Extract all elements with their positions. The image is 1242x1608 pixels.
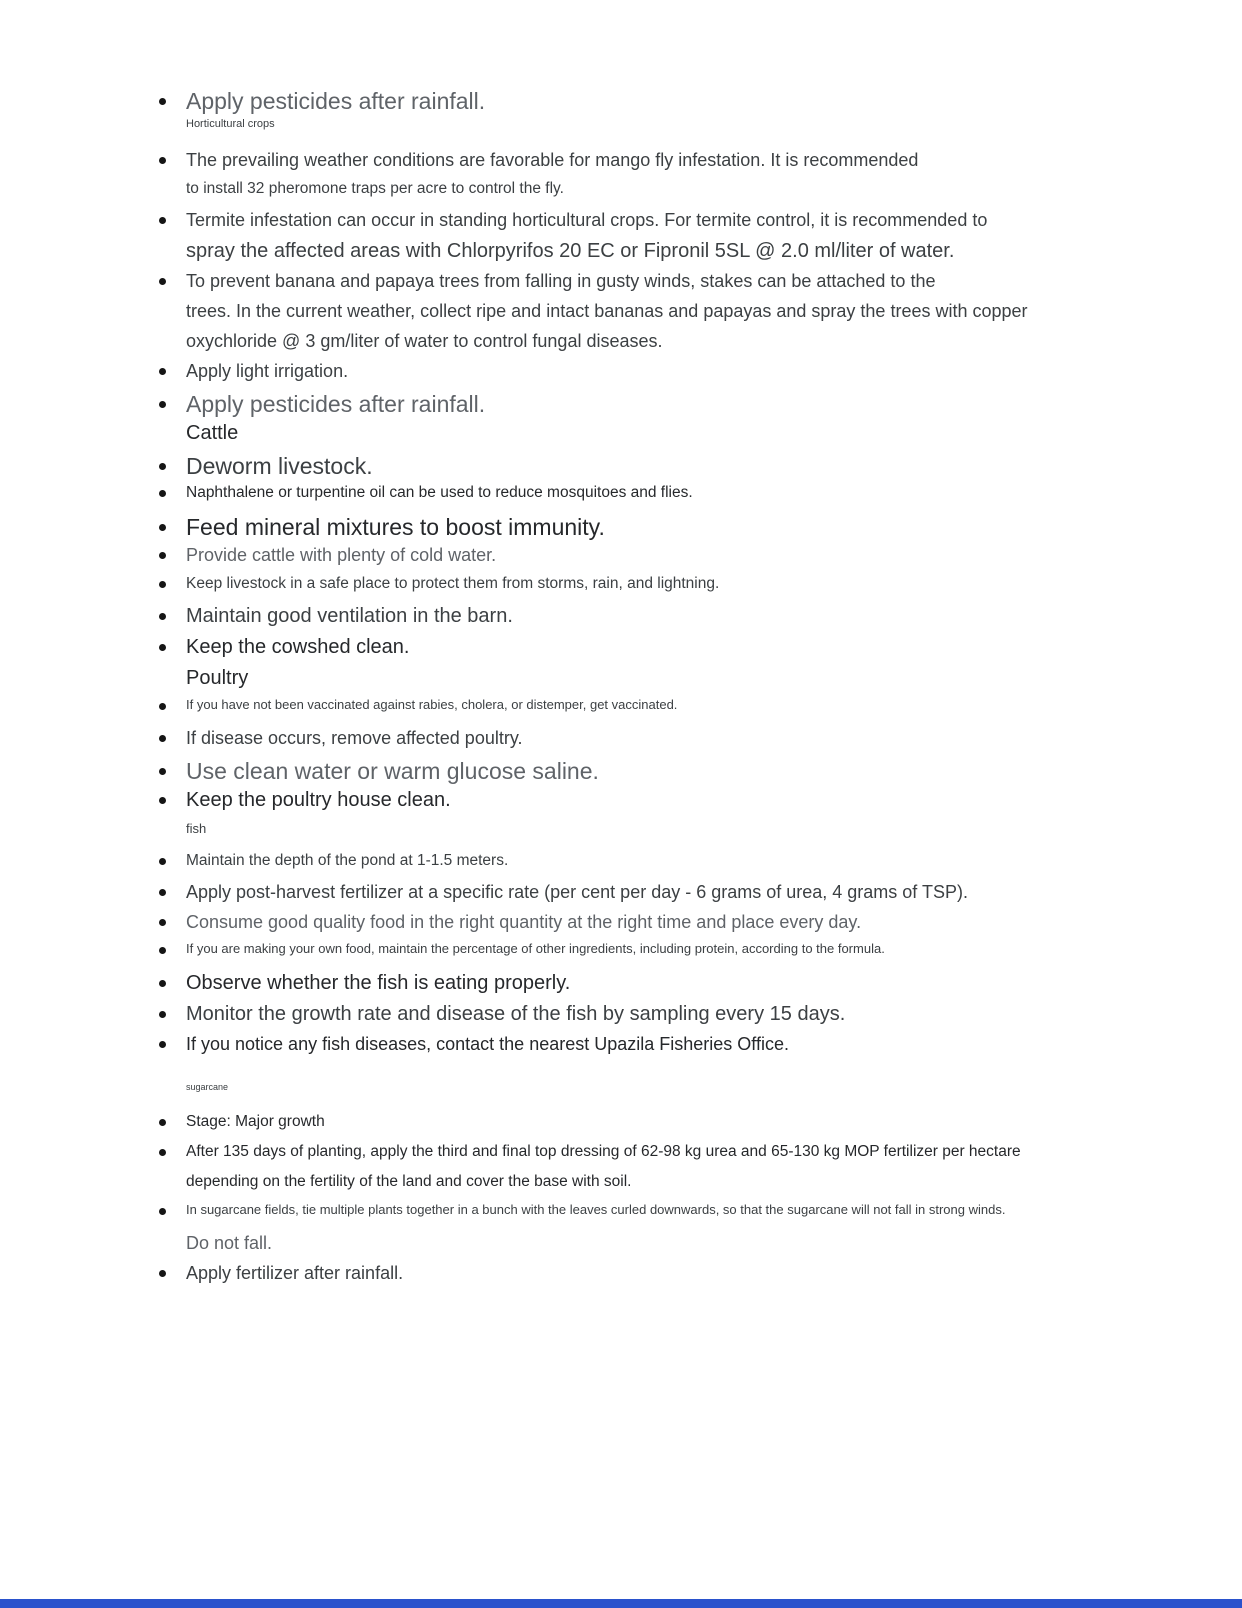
list-item — [152, 880, 1202, 905]
line-text: sugarcane — [186, 1082, 229, 1092]
line-text: The prevailing weather conditions are favorable for mango fly infestation. It is recommended — [186, 150, 919, 170]
line-text: If you are making your own food, maintain the percentage of other ingredients, including protein, according to the formula. — [186, 941, 885, 956]
continuation-line — [152, 1171, 1202, 1193]
list-item — [152, 1261, 1202, 1286]
list-item — [152, 359, 1202, 384]
list-item — [152, 603, 1202, 630]
list-item — [152, 696, 1202, 714]
bullet-icon — [152, 603, 186, 620]
bullet-icon — [152, 208, 186, 224]
bullet-icon — [152, 86, 186, 105]
line-text: After 135 days of planting, apply the third and final top dressing of 62-98 kg urea and 65-130 kg MOP fertilizer per hectare — [186, 1143, 1021, 1160]
line-text: Apply pesticides after rainfall. — [186, 88, 486, 114]
bullet-icon — [152, 1001, 186, 1018]
continuation-line — [152, 238, 1202, 265]
line-text: To prevent banana and papaya trees from falling in gusty winds, stakes can be attached to the — [186, 271, 936, 291]
line-text: Feed mineral mixtures to boost immunity. — [186, 514, 605, 540]
line-text: In sugarcane fields, tie multiple plants together in a bunch with the leaves curled downwards, so that the sugarcane will not fall in strong winds. — [186, 1202, 1006, 1217]
bullet-icon — [152, 880, 186, 896]
list-item — [152, 634, 1202, 661]
list-item — [152, 756, 1202, 786]
line-text: to install 32 pheromone traps per acre to control the fly. — [186, 180, 564, 197]
bottom-accent-bar — [0, 1599, 1242, 1608]
bullet-icon — [152, 1111, 186, 1126]
list-item — [152, 787, 1202, 814]
bullet-icon — [152, 940, 186, 954]
line-text: Apply fertilizer after rainfall. — [186, 1263, 404, 1283]
bullet-icon — [152, 970, 186, 987]
list-item — [152, 208, 1202, 233]
bullet-icon — [152, 543, 186, 559]
line-text: Termite infestation can occur in standing horticultural crops. For termite control, it is recommended to — [186, 210, 988, 230]
bullet-icon — [152, 389, 186, 408]
bullet-icon — [152, 573, 186, 588]
document-content — [0, 86, 1242, 1291]
line-text: Keep the cowshed clean. — [186, 636, 410, 658]
line-text: Provide cattle with plenty of cold water. — [186, 545, 497, 565]
continuation-line — [152, 1231, 1202, 1256]
line-text: Observe whether the fish is eating properly. — [186, 972, 571, 994]
continuation-line — [152, 178, 1202, 200]
bullet-icon — [152, 1141, 186, 1156]
line-text: depending on the fertility of the land and cover the base with soil. — [186, 1173, 632, 1190]
line-text: Monitor the growth rate and disease of the fish by sampling every 15 days. — [186, 1003, 846, 1025]
line-text: Cattle — [186, 422, 239, 444]
line-text: If you have not been vaccinated against rabies, cholera, or distemper, get vaccinated. — [186, 697, 678, 712]
bullet-icon — [152, 756, 186, 775]
line-text: trees. In the current weather, collect ripe and intact bananas and papayas and spray the trees with copper — [186, 301, 1028, 321]
line-text: Poultry — [186, 667, 249, 689]
list-item — [152, 1111, 1202, 1133]
bullet-icon — [152, 1032, 186, 1048]
bullet-icon — [152, 1261, 186, 1277]
line-text: If disease occurs, remove affected poultry. — [186, 728, 523, 748]
bullet-icon — [152, 787, 186, 804]
bullet-icon — [152, 1201, 186, 1215]
list-item — [152, 1201, 1202, 1219]
line-text: If you notice any fish diseases, contact the nearest Upazila Fisheries Office. — [186, 1034, 789, 1054]
bullet-icon — [152, 359, 186, 375]
line-text: Consume good quality food in the right quantity at the right time and place every day. — [186, 912, 862, 932]
line-text: Deworm livestock. — [186, 453, 373, 479]
line-text: spray the affected areas with Chlorpyrifos 20 EC or Fipronil 5SL @ 2.0 ml/liter of water. — [186, 240, 955, 262]
list-item — [152, 850, 1202, 872]
list-item — [152, 726, 1202, 751]
continuation-line — [152, 299, 1202, 324]
line-text: oxychloride @ 3 gm/liter of water to control fungal diseases. — [186, 331, 663, 351]
list-item — [152, 940, 1202, 958]
bullet-icon — [152, 696, 186, 710]
list-item — [152, 543, 1202, 568]
bullet-icon — [152, 726, 186, 742]
bullet-icon — [152, 148, 186, 164]
continuation-line — [152, 329, 1202, 354]
bullet-icon — [152, 482, 186, 497]
list-item — [152, 389, 1202, 419]
line-text: fish — [186, 821, 207, 836]
line-text: Do not fall. — [186, 1233, 273, 1253]
list-item — [152, 1141, 1202, 1163]
line-text: Use clean water or warm glucose saline. — [186, 758, 599, 784]
line-text: Maintain the depth of the pond at 1-1.5 meters. — [186, 852, 509, 869]
line-text: Horticultural crops — [186, 118, 275, 130]
line-text: Stage: Major growth — [186, 1113, 325, 1130]
list-item — [152, 512, 1202, 542]
line-text: Naphthalene or turpentine oil can be used to reduce mosquitoes and flies. — [186, 484, 693, 501]
line-text: Apply light irrigation. — [186, 361, 349, 381]
bullet-icon — [152, 850, 186, 865]
bullet-icon — [152, 451, 186, 470]
list-item — [152, 910, 1202, 935]
bullet-icon — [152, 634, 186, 651]
list-item — [152, 148, 1202, 173]
list-item — [152, 573, 1202, 595]
section-heading — [152, 420, 1202, 447]
line-text: Keep the poultry house clean. — [186, 789, 451, 811]
section-heading — [152, 665, 1202, 692]
section-heading — [152, 1081, 1202, 1093]
list-item — [152, 451, 1202, 481]
line-text: Maintain good ventilation in the barn. — [186, 605, 513, 627]
line-text: Apply post-harvest fertilizer at a specific rate (per cent per day - 6 grams of urea, 4 grams of TSP). — [186, 882, 968, 902]
list-item — [152, 86, 1202, 116]
list-item — [152, 1001, 1202, 1028]
section-heading — [152, 820, 1202, 838]
list-item — [152, 269, 1202, 294]
line-text: Keep livestock in a safe place to protect them from storms, rain, and lightning. — [186, 575, 720, 592]
list-item — [152, 970, 1202, 997]
section-heading — [152, 117, 1202, 132]
bullet-icon — [152, 910, 186, 926]
bullet-icon — [152, 269, 186, 285]
line-text: Apply pesticides after rainfall. — [186, 391, 486, 417]
bullet-icon — [152, 512, 186, 531]
list-item — [152, 1032, 1202, 1057]
list-item — [152, 482, 1202, 504]
